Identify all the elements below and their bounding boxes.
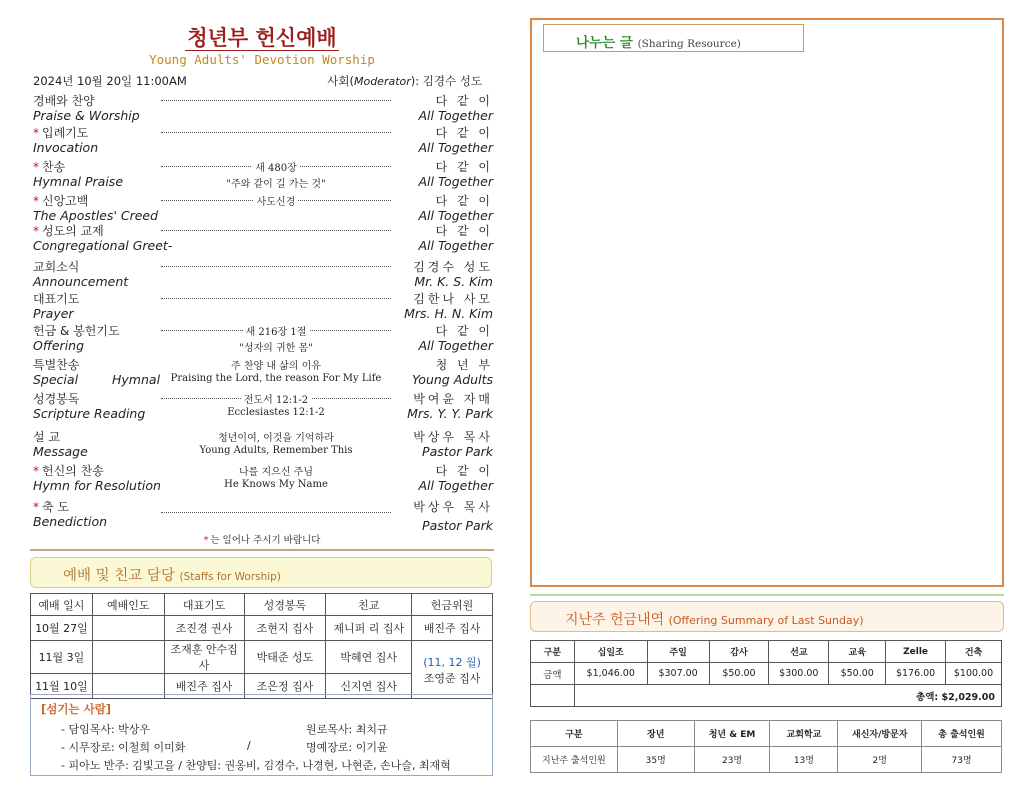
order-item-leader-en: All Together	[418, 478, 493, 493]
order-item-title-ko: * 축 도	[33, 500, 69, 514]
page-title: 청년부 헌신예배	[187, 26, 337, 50]
order-item	[33, 498, 493, 532]
offering-total: 총액: $2,029.00	[574, 685, 1001, 707]
order-item-leader-en: All Together	[418, 338, 493, 353]
staff-table	[30, 593, 493, 699]
column-header: 대표기도	[164, 594, 244, 616]
star-icon: *	[33, 126, 39, 140]
order-item-leader-en: All Together	[418, 174, 493, 189]
order-item	[33, 124, 493, 158]
order-item-title-en: Congregational Greet-	[33, 238, 173, 253]
offering-table	[530, 640, 1002, 707]
offering-committee-cell: (11, 12 월) 조영준 집사	[412, 641, 493, 699]
divider	[30, 549, 494, 551]
order-item	[33, 222, 493, 256]
order-item-leader-ko: 박상우 목사	[413, 430, 493, 444]
order-item-title-en: Message	[33, 444, 88, 459]
dotted-leader	[161, 100, 391, 101]
order-item-leader-ko: 다 같 이	[435, 324, 493, 338]
order-item-leader-en: All Together	[418, 140, 493, 155]
order-item	[33, 92, 493, 126]
table-row: 11월 3일 조재훈 안수집사 박태준 성도 박혜연 집사 (11, 12 월) 조영준 집사	[31, 641, 493, 674]
order-item-leader-ko: 다 같 이	[435, 94, 493, 108]
sharing-resource-frame	[530, 18, 1004, 587]
order-item-title-ko: 경배와 찬양	[33, 94, 95, 108]
order-item-leader-en: Young Adults	[412, 372, 493, 387]
bulletin-left-column	[30, 18, 494, 778]
attendance-table	[530, 720, 1002, 773]
order-item-detail-2: He Knows My Name	[224, 479, 328, 490]
star-icon: *	[33, 464, 39, 478]
table-header-row: 구분 십일조 주일 감사 선교 교육 Zelle 건축	[531, 641, 1002, 663]
emeritus-pastor: 원로목사: 최치규	[306, 723, 388, 736]
offering-section-header: 지난주 헌금내역 (Offering Summary of Last Sunday)	[530, 601, 1004, 632]
order-item-title-ko: 교회소식	[33, 260, 80, 274]
table-header-row: 구분 장년 청년 & EM 교회학교 새신자/방문자 총 출석인원	[531, 721, 1002, 747]
table-row: 10월 27일 조진경 권사 조현지 집사 제니퍼 리 집사 배진주 집사	[31, 616, 493, 641]
order-item-title-ko: 대표기도	[33, 292, 80, 306]
order-item-title-ko: 설 교	[33, 430, 60, 444]
order-item-leader-ko: 다 같 이	[435, 160, 493, 174]
order-item	[33, 428, 493, 462]
order-item-detail: 새 480장	[161, 159, 391, 174]
divider	[530, 594, 1004, 596]
honorary-elder: 명예장로: 이기윤	[306, 741, 388, 754]
table-row	[531, 685, 1002, 707]
order-item-detail: 전도서 12:1-2	[161, 391, 391, 406]
order-item	[33, 322, 493, 356]
order-item-leader-ko: 다 같 이	[435, 224, 493, 238]
order-item	[33, 356, 493, 390]
order-item	[33, 158, 493, 192]
order-item-title-ko: * 성도의 교제	[33, 224, 104, 238]
order-item-leader-en: All Together	[418, 208, 493, 223]
dotted-leader	[161, 266, 391, 267]
column-header: 헌금위원	[412, 594, 493, 616]
dotted-leader	[161, 512, 391, 513]
order-item-title-ko: * 입례기도	[33, 126, 89, 140]
order-item-detail-2: "성자의 귀한 몸"	[239, 343, 313, 354]
order-item	[33, 390, 493, 424]
column-header: 예배인도	[92, 594, 164, 616]
order-item-leader-en: Mrs. H. N. Kim	[404, 306, 493, 321]
order-item-detail: 나를 지으신 주님	[239, 467, 313, 478]
star-icon: *	[203, 535, 209, 546]
star-icon: *	[33, 194, 39, 208]
order-item-title-ko: * 헌신의 찬송	[33, 464, 104, 478]
order-item-leader-en: All Together	[418, 238, 493, 253]
music-team: - 피아노 반주: 김빛고을 / 찬양팀: 권옹비, 김경수, 나경현, 나현준, 손나슬, 최재혁	[61, 759, 451, 772]
column-header: 친교	[326, 594, 412, 616]
order-item	[33, 192, 493, 226]
servants-title: [섬기는 사람]	[41, 702, 112, 716]
order-item-title-ko: 성경봉독	[33, 392, 80, 406]
order-item	[33, 462, 493, 496]
order-item-title-en: Announcement	[33, 274, 129, 289]
servants-box: [섬기는 사람] - 담임목사: 박상우 원로목사: 최치규 - 시무장로: 이철희 이미화 / 명예장로: 이기윤 - 피아노 반주: 김빛고을 / 찬양팀: 권옹비, 김경수, 나경현, 나현준, 손나슬, 최재혁	[30, 694, 493, 776]
order-item-title-en: Offering	[33, 338, 85, 353]
standing-note: * 는 일어나 주시기 바랍니다	[203, 535, 321, 546]
order-item-detail-2: Praising the Lord, the reason For My Life	[170, 373, 382, 384]
order-item-detail: 주 찬양 내 삶의 이유	[231, 361, 321, 372]
order-item-title-ko: * 신앙고백	[33, 194, 89, 208]
order-item-leader-ko: 다 같 이	[435, 464, 493, 478]
star-icon: *	[33, 500, 39, 514]
order-item-leader-ko: 김경수 성도	[413, 260, 493, 274]
staff-section-header: 예배 및 친교 담당 (Staffs for Worship)	[30, 557, 492, 588]
order-item-title-en: Special Hymnal	[33, 372, 161, 387]
order-item-leader-ko: 다 같 이	[435, 126, 493, 140]
order-item-detail: 청년이여, 이것을 기억하라	[218, 433, 334, 444]
column-header: 성경봉독	[244, 594, 326, 616]
order-item-title-ko: 헌금 & 봉헌기도	[33, 324, 120, 338]
order-item-title-en: Invocation	[33, 140, 99, 155]
sharing-resource-header: 나누는 글 (Sharing Resource)	[543, 24, 804, 52]
table-header-row	[31, 594, 493, 616]
order-item-title-en: The Apostles' Creed	[33, 208, 159, 223]
order-item-leader-ko: 박상우 목사	[413, 500, 493, 514]
table-row: 11월 10일 배진주 집사 조은정 집사 신지연 집사	[31, 674, 493, 699]
order-item-title-en: Hymn for Resolution	[33, 478, 161, 493]
elders: - 시무장로: 이철희 이미화	[61, 741, 186, 754]
order-item-leader-en: Pastor Park	[422, 444, 493, 459]
worship-date: 2024년 10월 20일 11:00AM	[33, 74, 187, 88]
dotted-leader	[161, 298, 391, 299]
order-item-leader-en: Pastor Park	[422, 518, 493, 533]
order-item-leader-en: All Together	[418, 108, 493, 123]
order-item	[33, 290, 493, 324]
order-item-detail-2: Young Adults, Remember This	[199, 445, 353, 456]
order-item-leader-ko: 다 같 이	[435, 194, 493, 208]
order-item-leader-ko: 김한나 사모	[413, 292, 493, 306]
order-item-title-ko: * 찬송	[33, 160, 66, 174]
order-item-detail: 사도신경	[161, 193, 391, 208]
dotted-leader	[161, 230, 391, 231]
page-subtitle: Young Adults' Devotion Worship	[149, 52, 375, 67]
moderator: 사회(Moderator): 김경수 성도	[327, 74, 482, 88]
senior-pastor: - 담임목사: 박상우	[61, 723, 151, 736]
order-item-detail-2: Ecclesiastes 12:1-2	[227, 407, 325, 418]
order-item-leader-ko: 박여윤 자매	[413, 392, 493, 406]
order-item-title-en: Benediction	[33, 514, 108, 529]
order-item-title-en: Hymnal Praise	[33, 174, 124, 189]
order-item-title-ko: 특별찬송	[33, 358, 80, 372]
order-item	[33, 258, 493, 292]
order-item-leader-en: Mr. K. S. Kim	[414, 274, 493, 289]
dotted-leader	[161, 132, 391, 133]
order-item-title-en: Scripture Reading	[33, 406, 146, 421]
column-header: 예배 일시	[31, 594, 93, 616]
order-item-title-en: Praise & Worship	[33, 108, 140, 123]
table-row: 금액 $1,046.00 $307.00 $50.00 $300.00 $50.00 $176.00 $100.00	[531, 663, 1002, 685]
order-item-leader-en: Mrs. Y. Y. Park	[407, 406, 493, 421]
star-icon: *	[33, 160, 39, 174]
order-item-title-en: Prayer	[33, 306, 74, 321]
order-item-leader-ko: 청 년 부	[435, 358, 493, 372]
table-row: 지난주 출석인원 35명 23명 13명 2명 73명	[531, 747, 1002, 773]
star-icon: *	[33, 224, 39, 238]
order-item-detail: 새 216장 1절	[161, 323, 391, 338]
order-item-detail-2: "주와 같이 길 가는 것"	[226, 179, 326, 190]
